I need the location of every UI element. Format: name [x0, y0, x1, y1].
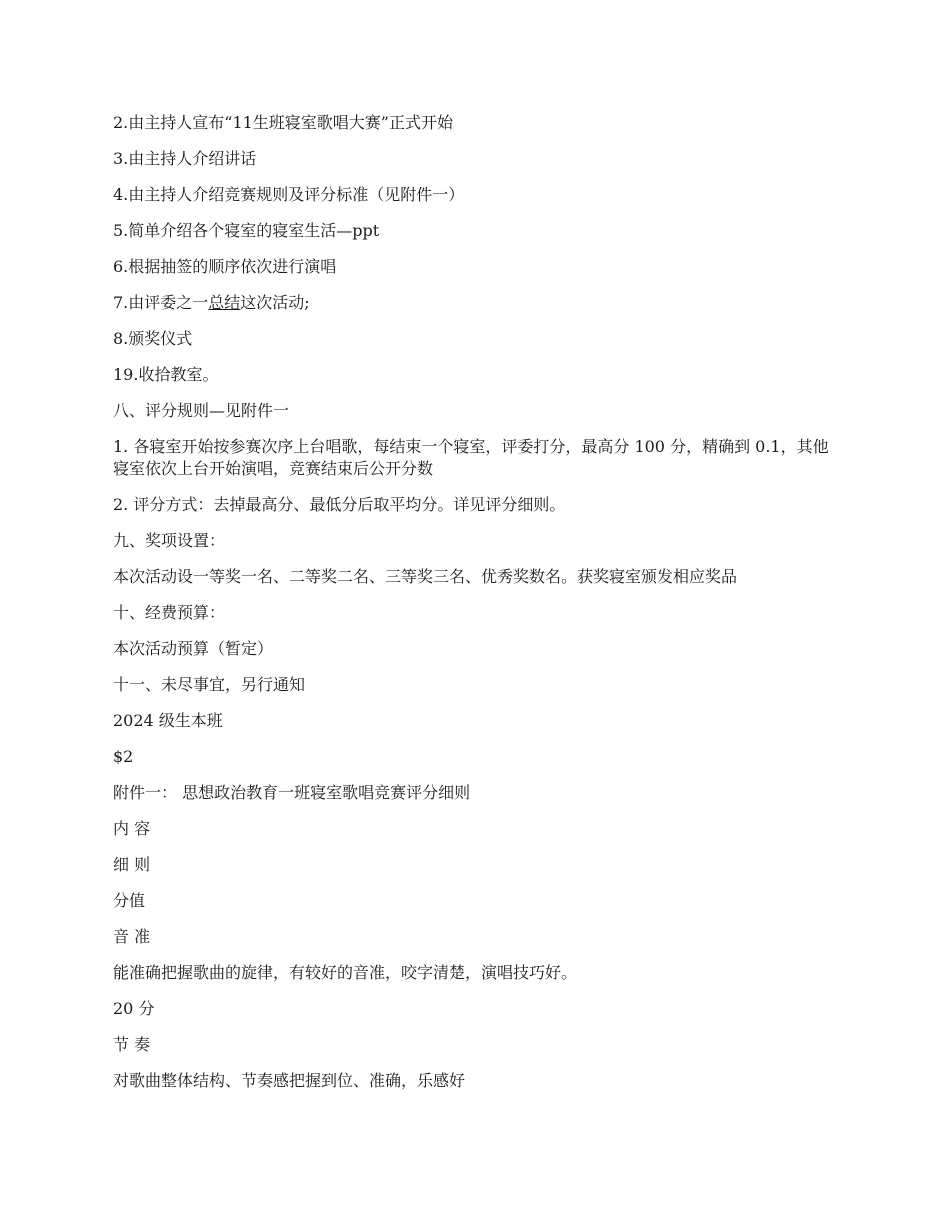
table-header-score: 分值: [113, 891, 146, 910]
paragraph-step-3: 3.由主持人介绍讲话: [113, 149, 257, 168]
table-header-content: 内 容: [113, 819, 151, 838]
table-cell-intonation-details: 能准确把握歌曲的旋律，有较好的音准，咬字清楚，演唱技巧好。: [113, 963, 578, 982]
section-heading-scoring-rules: 八、评分规则—见附件一: [113, 401, 290, 420]
table-header-details: 细 则: [113, 855, 151, 874]
section-heading-misc: 十一、未尽事宜，另行通知: [113, 675, 306, 694]
paragraph-class-name: 2024 级生本班: [113, 711, 223, 730]
paragraph-step-8: 8.颁奖仪式: [113, 329, 193, 348]
paragraph-step-19: 19.收拾教室。: [113, 365, 219, 384]
paragraph-step-5: 5.简单介绍各个寝室的寝室生活—ppt: [113, 221, 380, 240]
paragraph-rule-1: 1. 各寝室开始按参赛次序上台唱歌，每结束一个寝室，评委打分，最高分 100 分，精确到 0.1，其他寝室依次上台开始演唱，竞赛结束后公开分数: [113, 437, 829, 478]
table-cell-intonation: 音 准: [113, 927, 151, 946]
paragraph-step-7: [113, 292, 843, 314]
paragraph-step-6: 6.根据抽签的顺序依次进行演唱: [113, 257, 337, 276]
step-7-prefix: 7.由评委之一: [113, 293, 209, 312]
summary-link[interactable]: 总结: [208, 293, 241, 312]
table-cell-intonation-score: 20 分: [113, 999, 155, 1018]
table-cell-rhythm-details: 对歌曲整体结构、节奏感把握到位、准确，乐感好: [113, 1071, 466, 1090]
paragraph-step-2: 2.由主持人宣布“11生班寝室歌唱大赛”正式开始: [113, 113, 453, 132]
paragraph-budget: 本次活动预算（暂定）: [113, 639, 274, 658]
paragraph-step-4: 4.由主持人介绍竞赛规则及评分标准（见附件一）: [113, 185, 465, 204]
section-heading-awards: 九、奖项设置：: [113, 531, 226, 550]
paragraph-awards: 本次活动设一等奖一名、二等奖二名、三等奖三名、优秀奖数名。获奖寝室颁发相应奖品: [113, 567, 738, 586]
paragraph-placeholder: $2: [113, 747, 134, 766]
paragraph-appendix-title: 附件一： 思想政治教育一班寝室歌唱竞赛评分细则: [113, 783, 471, 802]
section-heading-budget: 十、经费预算：: [113, 603, 226, 622]
step-7-suffix: 这次活动;: [240, 293, 310, 312]
document-body: [113, 112, 843, 1106]
paragraph-rule-2: 2. 评分方式：去掉最高分、最低分后取平均分。详见评分细则。: [113, 495, 566, 514]
table-cell-rhythm: 节 奏: [113, 1035, 151, 1054]
